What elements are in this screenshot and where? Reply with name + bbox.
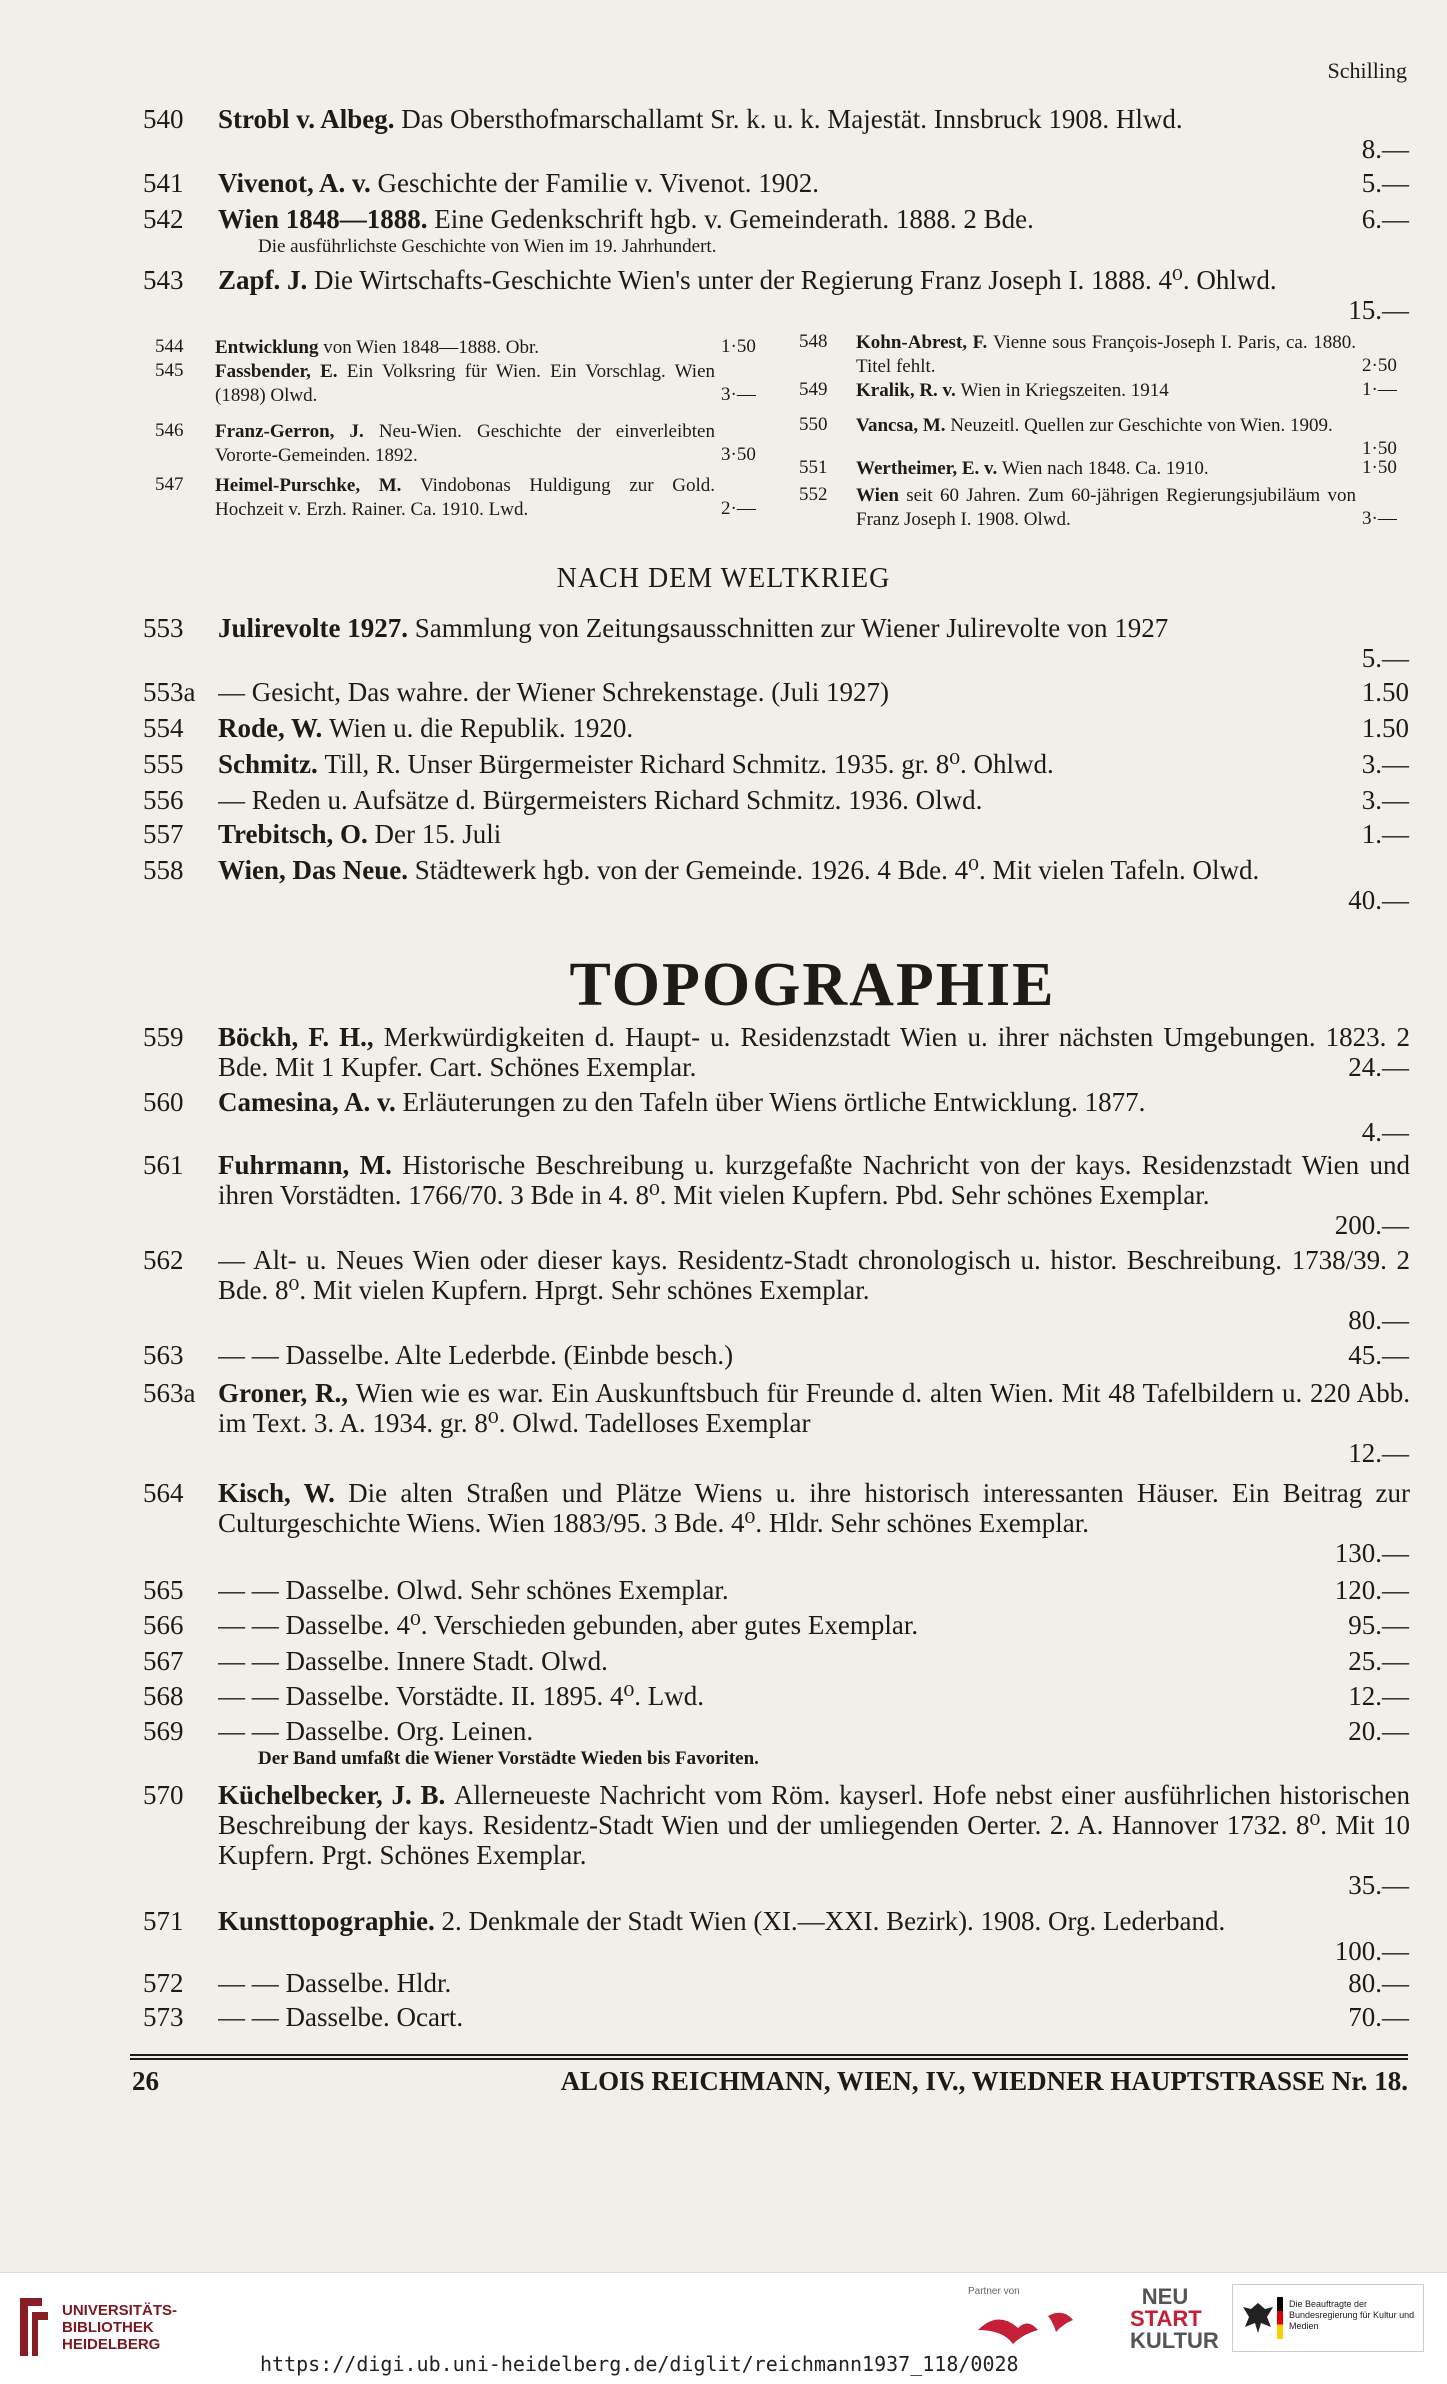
entry-price: 3.— [1361, 785, 1409, 815]
small-entry-price: 2·50 [1362, 355, 1397, 376]
small-entry-description: seit 60 Jahren. Zum 60-jährigen Regierungsjubiläum von Franz Joseph I. 1908. Olwd. [856, 485, 1356, 530]
entry-text [218, 713, 1410, 743]
small-entry-price: 3·50 [721, 444, 756, 465]
entry-price: 5.— [1361, 643, 1409, 673]
entry-description: Städtewerk hgb. von der Gemeinde. 1926. 4 Bde. 4⁰. Mit vielen Tafeln. Olwd. [414, 855, 1260, 885]
entry-description: — — Dasselbe. Alte Lederbde. (Einbde besch.) [218, 1340, 734, 1370]
entry-author: Camesina, A. v. [218, 1087, 403, 1117]
entry-number: 563 [143, 1340, 184, 1370]
entry-description: Merkwürdigkeiten d. Haupt- u. Residenzstadt Wien u. ihrer nächsten Umgebungen. 1823. 2 Bde. Mit 1 Kupfer. Cart. Schönes Exemplar. [218, 1022, 1410, 1082]
small-entry-text [215, 336, 715, 360]
entry-price: 12.— [1348, 1438, 1409, 1468]
entry-price: 15.— [1348, 295, 1409, 325]
entry-price: 130.— [1334, 1538, 1409, 1568]
small-entry-author: Entwicklung [215, 337, 324, 358]
small-entry-number: 548 [799, 331, 828, 352]
entry-text [218, 168, 1410, 198]
small-entry-price: 1·50 [1362, 438, 1397, 459]
entry-number: 569 [143, 1716, 184, 1746]
small-entry-number: 552 [799, 484, 828, 505]
entry-author: Trebitsch, O. [218, 819, 375, 849]
entry-number: 553 [143, 613, 184, 643]
entry-description: 2. Denkmale der Stadt Wien (XI.—XXI. Bezirk). 1908. Org. Lederband. [441, 1906, 1226, 1936]
small-entry-number: 551 [799, 457, 828, 478]
neustart-line-2: START [1130, 2306, 1202, 2331]
footer-rule [130, 2054, 1408, 2056]
small-entry-number: 546 [155, 420, 184, 441]
small-entry-description: Neu-Wien. Geschichte der einverleibten Vororte-Gemeinden. 1892. [215, 421, 715, 466]
entry-number: 561 [143, 1150, 184, 1180]
entry-text [218, 1022, 1410, 1082]
library-logo-icon[interactable] [12, 2292, 54, 2362]
entry-description: — — Dasselbe. 4⁰. Verschieden gebunden, aber gutes Exemplar. [218, 1610, 919, 1640]
flag-stripe [1277, 2297, 1283, 2339]
entry-number: 555 [143, 749, 184, 779]
small-entry-author: Fassbender, E. [215, 361, 347, 382]
small-entry-number: 549 [799, 379, 828, 400]
small-entry-text [856, 379, 1356, 403]
small-entry-author: Kohn-Abrest, F. [856, 332, 993, 353]
small-entry-number: 545 [155, 360, 184, 381]
entry-description: Die Wirtschafts-Geschichte Wien's unter der Regierung Franz Joseph I. 1888. 4⁰. Ohlwd. [314, 265, 1277, 295]
entry-text [218, 1575, 1410, 1605]
bkm-text: Die Beauftragte der Bundesregierung für Kultur und Medien [1289, 2299, 1415, 2331]
entry-number: 559 [143, 1022, 184, 1052]
entry-text [218, 104, 1410, 164]
entry-text [218, 265, 1410, 325]
entry-description: Erläuterungen zu den Tafeln über Wiens örtliche Entwicklung. 1877. [402, 1087, 1146, 1117]
entry-price: 45.— [1348, 1340, 1409, 1370]
library-name[interactable] [62, 2302, 177, 2353]
entry-price: 35.— [1348, 1870, 1409, 1900]
running-head: Schilling [1327, 58, 1407, 83]
entry-description: Wien u. die Republik. 1920. [329, 713, 634, 743]
entry-price: 24.— [1348, 1052, 1409, 1082]
entry-description: — — Dasselbe. Innere Stadt. Olwd. [218, 1646, 608, 1676]
entry-description: — — Dasselbe. Vorstädte. II. 1895. 4⁰. Lwd. [218, 1681, 705, 1711]
entry-text [218, 1906, 1410, 1966]
entry-number: 568 [143, 1681, 184, 1711]
entry-price: 40.— [1348, 885, 1409, 915]
small-entry-number: 544 [155, 336, 184, 357]
entry-description: Till, R. Unser Bürgermeister Richard Schmitz. 1935. gr. 8⁰. Ohlwd. [324, 749, 1054, 779]
entry-number: 556 [143, 785, 184, 815]
partner-logo-icon[interactable] [968, 2300, 1098, 2350]
small-entry-text [215, 420, 715, 468]
entry-text [218, 785, 1410, 815]
entry-text [218, 749, 1410, 779]
entry-author: Fuhrmann, M. [218, 1150, 403, 1180]
entry-price: 4.— [1361, 1117, 1409, 1147]
small-entry-text [856, 484, 1356, 532]
entry-text [218, 1646, 1410, 1676]
entry-text [218, 1610, 1410, 1640]
big-title: TOPOGRAPHIE [569, 951, 1056, 1019]
entry-number: 565 [143, 1575, 184, 1605]
permalink-url[interactable]: https://digi.ub.uni-heidelberg.de/diglit/reichmann1937_118/0028 [260, 2352, 1019, 2376]
entry-text [218, 819, 1410, 849]
entry-number: 567 [143, 1646, 184, 1676]
entry-price: 6.— [1361, 204, 1409, 234]
entry-number: 543 [143, 265, 184, 295]
entry-number: 573 [143, 2002, 184, 2032]
library-line-2: BIBLIOTHEK [62, 2319, 154, 2336]
footer-rule-2 [130, 2058, 1408, 2060]
small-entry-number: 550 [799, 414, 828, 435]
entry-price: 25.— [1348, 1646, 1409, 1676]
small-entry-text [856, 331, 1356, 379]
small-entry-price: 2·— [721, 498, 756, 519]
entry-price: 120.— [1334, 1575, 1409, 1605]
small-entry-description: Wien in Kriegszeiten. 1914 [960, 380, 1169, 401]
entry-price: 12.— [1348, 1681, 1409, 1711]
entry-price: 1.— [1361, 819, 1409, 849]
small-entry-text [856, 414, 1356, 438]
small-entry-author: Wertheimer, E. v. [856, 458, 1002, 479]
entry-author: Groner, R., [218, 1378, 356, 1408]
small-entry-author: Wien [856, 485, 907, 506]
entry-author: Wien, Das Neue. [218, 855, 415, 885]
small-entry-author: Franz-Gerron, J. [215, 421, 379, 442]
entry-price: 8.— [1361, 134, 1409, 164]
entry-description: Historische Beschreibung u. kurzgefaßte Nachricht von der kays. Residenzstadt Wien und ihren Vorstädten. 1766/70. 3 Bde in 4. 8⁰. Mit vielen Kupfern. Pbd. Sehr schönes Exemplar. [218, 1150, 1410, 1210]
small-entry-description: Vindobonas Huldigung zur Gold. Hochzeit v. Erzh. Rainer. Ca. 1910. Lwd. [215, 475, 715, 520]
partner-label: Partner von [968, 2286, 1020, 2297]
entry-author: Rode, W. [218, 713, 330, 743]
entry-text [218, 204, 1410, 234]
entry-number: 562 [143, 1245, 184, 1275]
entry-author: Kunsttopographie. [218, 1906, 442, 1936]
small-entry-description: von Wien 1848—1888. Obr. [323, 337, 540, 358]
entry-author: Schmitz. [218, 749, 325, 779]
neustart-line-3: KULTUR [1130, 2328, 1219, 2353]
entry-text [218, 1681, 1410, 1711]
section-title: NACH DEM WELTKRIEG [556, 563, 891, 594]
small-entry-description: Wien nach 1848. Ca. 1910. [1002, 458, 1209, 479]
entry-description: — Gesicht, Das wahre. der Wiener Schrekenstage. (Juli 1927) [218, 677, 889, 707]
library-line-3: HEIDELBERG [62, 2336, 161, 2353]
library-line-1: UNIVERSITÄTS- [62, 2302, 178, 2319]
entry-text [218, 2002, 1410, 2032]
entry-price: 80.— [1348, 1968, 1409, 1998]
entry-description: Der 15. Juli [374, 819, 502, 849]
entry-price: 5.— [1361, 168, 1409, 198]
entry-text [218, 1968, 1410, 1998]
entry-number: 541 [143, 168, 184, 198]
entry-text [218, 677, 1410, 707]
neustart-line-1: NEU [1141, 2284, 1189, 2309]
entry-price: 3.— [1361, 749, 1409, 779]
entry-description: — — Dasselbe. Org. Leinen. [218, 1716, 534, 1746]
entry-text [218, 1150, 1410, 1240]
small-entry-number: 547 [155, 474, 184, 495]
small-entry-price: 1·50 [721, 336, 756, 357]
small-entry-description: Vienne sous François-Joseph I. Paris, ca. 1880. Titel fehlt. [856, 332, 1356, 377]
entry-text [218, 1245, 1410, 1335]
entry-author: Böckh, F. H., [218, 1022, 384, 1052]
small-entry-author: Heimel-Purschke, M. [215, 475, 421, 496]
entry-description: Das Obersthofmarschallamt Sr. k. u. k. Majestät. Innsbruck 1908. Hlwd. [401, 104, 1183, 134]
entry-number: 566 [143, 1610, 184, 1640]
entry-author: Julirevolte 1927. [218, 613, 415, 643]
entry-note: Die ausführlichste Geschichte von Wien im 19. Jahrhundert. [258, 236, 717, 257]
entry-price: 100.— [1334, 1936, 1409, 1966]
entry-number: 560 [143, 1087, 184, 1117]
small-entry-price: 3·— [721, 384, 756, 405]
entry-number: 542 [143, 204, 184, 234]
entry-number: 557 [143, 819, 184, 849]
small-entry-text [215, 360, 715, 408]
entry-description: — Reden u. Aufsätze d. Bürgermeisters Richard Schmitz. 1936. Olwd. [218, 785, 983, 815]
entry-text [218, 1087, 1410, 1147]
entry-author: Zapf. J. [218, 265, 315, 295]
neustart-kultur-logo[interactable] [1130, 2284, 1219, 2356]
entry-price: 20.— [1348, 1716, 1409, 1746]
entry-number: 563a [143, 1378, 196, 1408]
entry-author: Kisch, W. [218, 1478, 349, 1508]
entry-number: 572 [143, 1968, 184, 1998]
entry-text [218, 1780, 1410, 1900]
small-entry-author: Kralik, R. v. [856, 380, 961, 401]
entry-description: — Alt- u. Neues Wien oder dieser kays. Residentz-Stadt chronologisch u. histor. Beschreibung. 1738/39. 2 Bde. 8⁰. Mit vielen Kupfern. Hprgt. Sehr schönes Exemplar. [218, 1245, 1410, 1305]
entry-price: 70.— [1348, 2002, 1409, 2032]
publisher-line: ALOIS REICHMANN, WIEN, IV., WIEDNER HAUPTSTRASSE Nr. 18. [560, 2066, 1408, 2096]
entry-text [218, 1378, 1410, 1468]
small-entry-price: 1·50 [1362, 457, 1397, 478]
eagle-icon [1241, 2299, 1275, 2337]
small-entry-text [856, 457, 1356, 481]
entry-price: 80.— [1348, 1305, 1409, 1335]
entry-description: Eine Gedenkschrift hgb. v. Gemeinderath. 1888. 2 Bde. [434, 204, 1034, 234]
entry-number: 570 [143, 1780, 184, 1810]
small-entry-price: 1·— [1362, 379, 1397, 400]
entry-description: — — Dasselbe. Olwd. Sehr schönes Exemplar. [218, 1575, 729, 1605]
entry-description: Die alten Straßen und Plätze Wiens u. ihre historisch interessanten Häuser. Ein Beitrag zur Culturgeschichte Wiens. Wien 1883/95. 3 Bde. 4⁰. Hldr. Sehr schönes Exemplar. [218, 1478, 1410, 1538]
entry-number: 553a [143, 677, 196, 707]
entry-number: 564 [143, 1478, 184, 1508]
entry-price: 200.— [1334, 1210, 1409, 1240]
small-entry-description: Ein Volksring für Wien. Ein Vorschlag. Wien (1898) Olwd. [215, 361, 716, 406]
bkm-logo[interactable] [1232, 2284, 1424, 2352]
entry-text [218, 855, 1410, 915]
entry-description: — — Dasselbe. Hldr. [218, 1968, 452, 1998]
entry-text [218, 1716, 1410, 1746]
entry-author: Vivenot, A. v. [218, 168, 378, 198]
entry-author: Strobl v. Albeg. [218, 104, 402, 134]
entry-text [218, 1478, 1410, 1568]
entry-description: — — Dasselbe. Ocart. [218, 2002, 464, 2032]
entry-note: Der Band umfaßt die Wiener Vorstädte Wieden bis Favoriten. [258, 1748, 759, 1769]
entry-price: 1.50 [1361, 713, 1409, 743]
entry-description: Allerneueste Nachricht vom Röm. kayserl. Hofe nebst einer ausführlichen historischen Beschreibung der kays. Residentz-Stadt Wien und der umliegenden Oerter. 2. A. Hannover 1732. 8⁰. Mit 10 Kupfern. Prgt. Schönes Exemplar. [218, 1780, 1410, 1870]
small-entry-description: Neuzeitl. Quellen zur Geschichte von Wien. 1909. [950, 415, 1333, 436]
entry-description: Wien wie es war. Ein Auskunftsbuch für Freunde d. alten Wien. Mit 48 Tafelbildern u. 220 Abb. im Text. 3. A. 1934. gr. 8⁰. Olwd. Tadelloses Exemplar [218, 1378, 1410, 1438]
entry-text [218, 1340, 1410, 1370]
entry-author: Wien 1848—1888. [218, 204, 435, 234]
entry-description: Sammlung von Zeitungsausschnitten zur Wiener Julirevolte von 1927 [414, 613, 1169, 643]
entry-number: 554 [143, 713, 184, 743]
small-entry-price: 3·— [1362, 508, 1397, 529]
entry-number: 558 [143, 855, 184, 885]
entry-price: 95.— [1348, 1610, 1409, 1640]
entry-number: 540 [143, 104, 184, 134]
entry-number: 571 [143, 1906, 184, 1936]
small-entry-text [215, 474, 715, 522]
entry-text [218, 613, 1410, 673]
entry-description: Geschichte der Familie v. Vivenot. 1902. [377, 168, 820, 198]
entry-price: 1.50 [1361, 677, 1409, 707]
small-entry-author: Vancsa, M. [856, 415, 951, 436]
page-number: 26 [132, 2066, 159, 2096]
entry-author: Küchelbecker, J. B. [218, 1780, 455, 1810]
